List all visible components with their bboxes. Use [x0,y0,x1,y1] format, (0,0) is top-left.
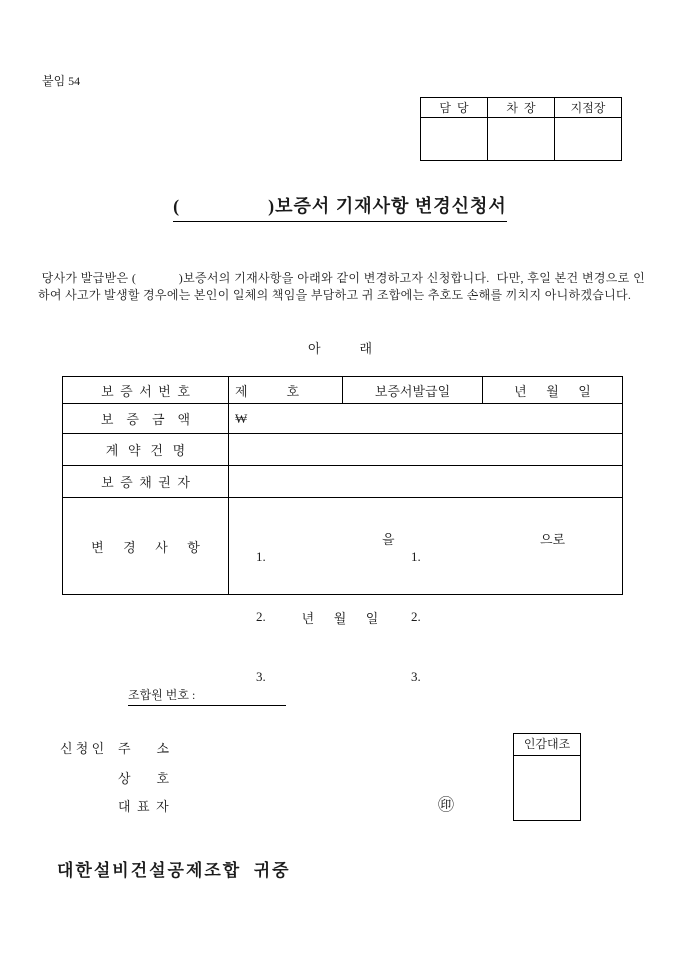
guarantee-number-label: 보 증 서 번 호 [63,377,229,404]
member-number-line [128,686,286,706]
guarantee-details-table [62,376,623,684]
applicant-representative-label: 대 표 자 [118,799,169,814]
contract-name-value [229,434,623,466]
seal-stamp-icon: ㊞ [438,797,455,814]
approval-header-deputy-manager: 차 장 [488,98,555,118]
attachment-number-label: 붙임 54 [42,74,81,88]
applicant-label: 신 청 인 [60,741,105,756]
change-particle-eul: 을 [382,532,395,547]
change-from-item-3: 3. [256,669,266,684]
change-items-label: 변 경 사 항 [63,498,229,595]
change-to-item-2: 2. [411,609,421,624]
below-label: 아 래 [307,341,373,356]
change-to-item-1: 1. [411,549,421,564]
issue-date-label: 보증서발급일 [343,377,483,404]
approval-sign-cell-branch-manager [555,118,622,161]
guarantee-creditor-label: 보 증 채 권 자 [63,466,229,498]
applicant-company-label: 상 호 [118,771,170,786]
approval-header-person-in-charge: 담 당 [421,98,488,118]
guarantee-amount-value: ₩ [229,404,623,434]
recipient-organization: 대한설비건설공제조합 귀중 [57,861,291,880]
seal-comparison-label: 인감대조 [514,734,580,756]
approval-table [420,97,622,161]
change-to-item-3: 3. [411,669,421,684]
approval-sign-cell-deputy-manager [488,118,555,161]
guarantee-number-value: 제 호 [229,377,343,404]
change-particle-euro: 으로 [540,532,566,547]
signature-date-line: 년 월 일 [301,611,379,626]
change-from-item-2: 2. [256,609,266,624]
contract-name-label: 계 약 건 명 [63,434,229,466]
application-statement: 당사가 발급받은 ( )보증서의 기재사항을 아래와 같이 변경하고자 신청합니다. 다만, 후일 본건 변경으로 인하여 사고가 발생할 경우에는 본인이 일체의 책임을 부담하고 귀 조합에는 추호도 손해를 끼치지 아니하겠습니다. [38,271,645,302]
guarantee-creditor-value [229,466,623,498]
member-number-label: 조합원 번호 : [128,686,286,706]
document-title: ( )보증서 기재사항 변경신청서 [173,192,507,222]
change-from-item-1: 1. [256,549,266,564]
document-title-row [0,192,680,222]
applicant-address-label: 주 소 [118,741,170,756]
guarantee-amount-label: 보 증 금 액 [63,404,229,434]
seal-comparison-box [513,733,581,821]
issue-date-value: 년 월 일 [483,377,623,404]
approval-sign-cell-person-in-charge [421,118,488,161]
approval-header-branch-manager: 지점장 [555,98,622,118]
